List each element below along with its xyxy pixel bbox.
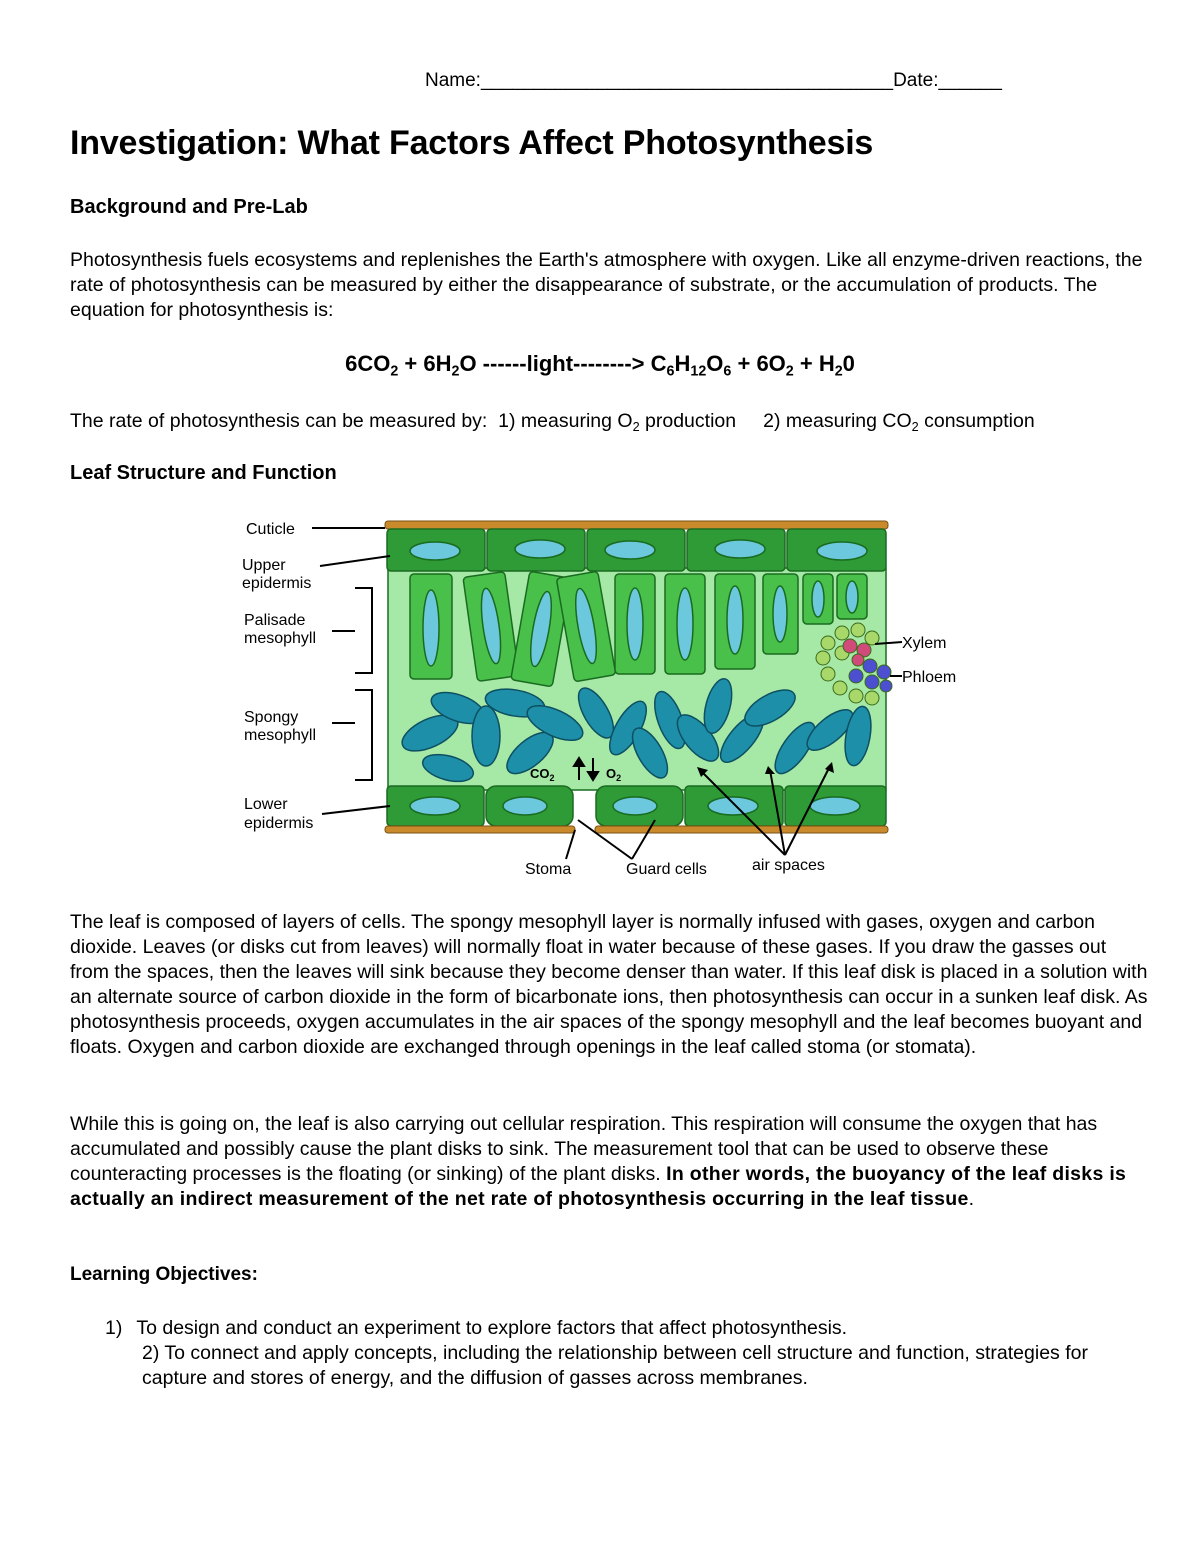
date-field[interactable]: ______ <box>938 70 1002 91</box>
leaf-heading: Leaf Structure and Function <box>70 462 337 484</box>
label-spongy-1: Spongy <box>244 709 299 726</box>
rate-measurement-text: The rate of photosynthesis can be measured by: 1) measuring $O_2$ production 2) measuring $CO_2$ consumption <box>70 410 1035 434</box>
background-heading: Background and Pre-Lab <box>70 196 308 218</box>
label-upper-epidermis-2: epidermis <box>242 575 312 592</box>
name-date-line <box>425 70 1002 92</box>
svg-text:CO2: $CO_2$ <box>530 766 555 783</box>
label-phloem: Phloem <box>902 669 957 686</box>
label-xylem: Xylem <box>902 635 947 652</box>
background-intro: Photosynthesis fuels ecosystems and replenishes the Earth's atmosphere with oxygen. Like all enzyme-driven reactions, the rate of photosynthesis can be measured by either the disappearance of substrate, or the accumulation of products. The equation for photosynthesis is: <box>70 249 1143 321</box>
upper-epidermis <box>387 529 886 571</box>
name-field[interactable]: _______________________________________ <box>480 70 894 91</box>
label-air-spaces: air spaces <box>752 857 825 874</box>
lower-epidermis <box>387 786 886 826</box>
name-label: Name: <box>425 70 481 91</box>
label-spongy-2: mesophyll <box>244 727 317 744</box>
label-lower-epidermis-2: epidermis <box>244 815 314 832</box>
page-title: Investigation: What Factors Affect Photosynthesis <box>70 124 874 162</box>
label-cuticle: Cuticle <box>246 521 295 538</box>
leaf-paragraph-2: While this is going on, the leaf is also carrying out cellular respiration. This respiration will consume the oxygen that has accumulated and possibly cause the plant disks to sink. The measurement tool that can be used to observe these counteracting processes is the floating (or sinking) of the plant disks. In other words, the buoyancy of the leaf disks is actually an indirect measurement of the net rate of photosynthesis occurring in the leaf tissue. <box>70 1113 1127 1210</box>
cuticle-bottom-left <box>385 826 575 833</box>
date-label: Date: <box>893 70 939 91</box>
label-guard-cells: Guard cells <box>626 861 707 878</box>
photosynthesis-equation: $6CO_2 + 6H_2O$ ------light--------> $C_6H_{12}O_6 + 6O_2 + H_20$ <box>345 351 855 380</box>
key-statement: In other words, the buoyancy of the leaf disks is actually an indirect measurement of the net rate of photosynthesis occurring in the leaf tissue <box>70 1163 1127 1210</box>
cuticle-top <box>385 521 888 529</box>
objectives-heading: Learning Objectives: <box>70 1264 258 1285</box>
objective-2: 2) To connect and apply concepts, including the relationship between cell structure and function, strategies for capture and stores of energy, and the diffusion of gasses across membranes. <box>142 1342 1088 1389</box>
label-palisade-2: mesophyll <box>244 630 317 647</box>
label-stoma: Stoma <box>525 861 572 878</box>
objective-1: 1) To design and conduct an experiment to explore factors that affect photosynthesis. <box>105 1317 848 1339</box>
svg-text:O2: $O_2$ <box>606 766 622 783</box>
cuticle-bottom-right <box>595 826 888 833</box>
leaf-paragraph-1: The leaf is composed of layers of cells. The spongy mesophyll layer is normally infused with gases, oxygen and carbon dioxide. Leaves (or disks cut from leaves) will normally float in water because of these gases. If you draw the gasses out from the spaces, then the leaves will sink because they become denser than water. If this leaf disk is placed in a solution with an alternate source of carbon dioxide in the form of bicarbonate ions, then photosynthesis can occur in a sunken leaf disk. As photosynthesis proceeds, oxygen accumulates in the air spaces of the spongy mesophyll and the leaf becomes buoyant and floats. Oxygen and carbon dioxide are exchanged through openings in the leaf called stoma (or stomata). <box>70 911 1148 1058</box>
label-upper-epidermis-1: Upper <box>242 557 286 574</box>
label-palisade-1: Palisade <box>244 612 306 629</box>
leaf-cross-section-diagram <box>230 508 980 883</box>
label-lower-epidermis-1: Lower <box>244 796 288 813</box>
